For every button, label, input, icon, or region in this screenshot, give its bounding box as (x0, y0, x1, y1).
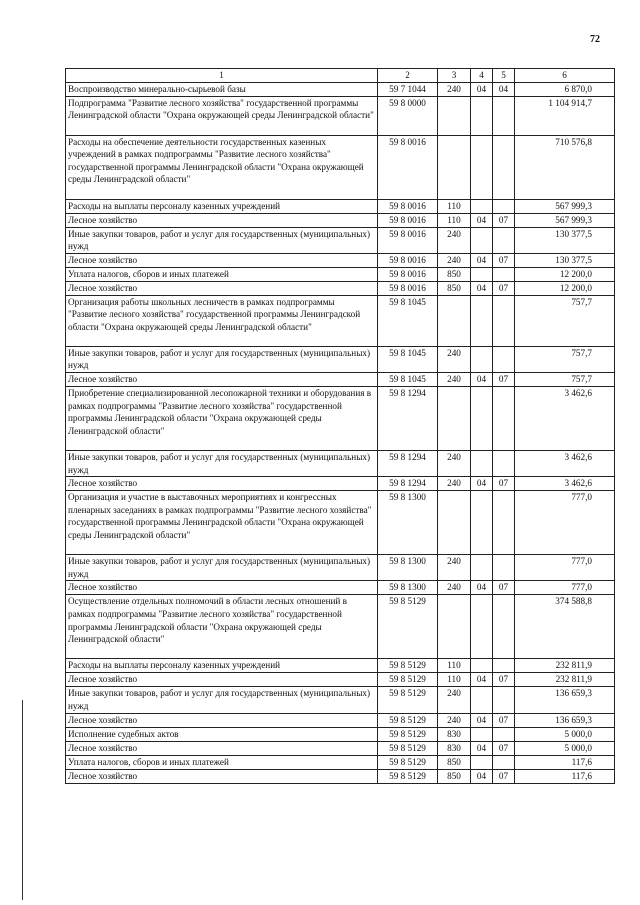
row-expense-type-cell (438, 96, 471, 135)
row-subsection-cell (493, 386, 515, 450)
row-code-cell: 59 8 5129 (378, 727, 438, 741)
row-code-cell: 59 8 0016 (378, 199, 438, 213)
row-amount-cell: 567 999,3 (515, 199, 615, 213)
row-section-cell: 04 (471, 281, 493, 295)
table-row (66, 659, 615, 673)
row-amount-cell: 5 000,0 (515, 727, 615, 741)
row-amount-cell: 232 811,9 (515, 659, 615, 673)
row-section-cell (471, 199, 493, 213)
row-name-cell: Осуществление отдельных полномочий в области лесных отношений в рамках подпрограммы "Развитие лесного хозяйства" государственной программы Ленинградской области "Охрана окружающей среды Ленинградской области" (66, 595, 378, 659)
row-section-cell: 04 (471, 713, 493, 727)
row-code-cell: 59 8 1045 (378, 346, 438, 372)
row-expense-type-cell: 850 (438, 281, 471, 295)
row-name-cell: Лесное хозяйство (66, 253, 378, 267)
table-row (66, 96, 615, 135)
table-row (66, 82, 615, 96)
table-row (66, 386, 615, 450)
row-subsection-cell: 04 (493, 82, 515, 96)
row-name-cell: Лесное хозяйство (66, 673, 378, 687)
row-amount-cell: 777,0 (515, 491, 615, 555)
row-subsection-cell (493, 199, 515, 213)
row-amount-cell: 374 588,8 (515, 595, 615, 659)
row-code-cell: 59 8 5129 (378, 659, 438, 673)
row-name-cell: Иные закупки товаров, работ и услуг для государственных (муниципальных) нужд (66, 346, 378, 372)
row-expense-type-cell: 240 (438, 477, 471, 491)
row-code-cell: 59 8 0016 (378, 227, 438, 253)
table-row (66, 281, 615, 295)
row-amount-cell: 130 377,5 (515, 253, 615, 267)
row-amount-cell: 12 200,0 (515, 281, 615, 295)
row-subsection-cell: 07 (493, 713, 515, 727)
row-name-cell: Лесное хозяйство (66, 713, 378, 727)
row-section-cell (471, 687, 493, 713)
row-name-cell: Расходы на обеспечение деятельности государственных казенных учреждений в рамках подпрограммы "Развитие лесного хозяйства" государственной программы Ленинградской области "Охрана окружающей среды Ленинградской области" (66, 135, 378, 199)
row-section-cell (471, 267, 493, 281)
row-amount-cell: 232 811,9 (515, 673, 615, 687)
row-name-cell: Иные закупки товаров, работ и услуг для государственных (муниципальных) нужд (66, 687, 378, 713)
row-name-cell: Подпрограмма "Развитие лесного хозяйства" государственной программы Ленинградской области "Охрана окружающей среды Ленинградской области" (66, 96, 378, 135)
row-section-cell (471, 346, 493, 372)
table-row (66, 477, 615, 491)
row-subsection-cell (493, 491, 515, 555)
row-subsection-cell (493, 135, 515, 199)
row-subsection-cell: 07 (493, 673, 515, 687)
row-amount-cell: 130 377,5 (515, 227, 615, 253)
row-name-cell: Лесное хозяйство (66, 477, 378, 491)
row-code-cell: 59 8 0016 (378, 213, 438, 227)
row-subsection-cell (493, 346, 515, 372)
row-name-cell: Лесное хозяйство (66, 581, 378, 595)
row-amount-cell: 117,6 (515, 755, 615, 769)
row-expense-type-cell (438, 295, 471, 346)
row-subsection-cell (493, 659, 515, 673)
row-section-cell (471, 555, 493, 581)
row-subsection-cell (493, 96, 515, 135)
row-code-cell: 59 8 5129 (378, 673, 438, 687)
table-row (66, 199, 615, 213)
table-row (66, 253, 615, 267)
row-name-cell: Исполнение судебных актов (66, 727, 378, 741)
row-name-cell: Уплата налогов, сборов и иных платежей (66, 267, 378, 281)
table-row (66, 755, 615, 769)
header-col-4: 4 (471, 69, 493, 83)
row-section-cell: 04 (471, 477, 493, 491)
row-name-cell: Воспроизводство минерально-сырьевой базы (66, 82, 378, 96)
row-subsection-cell: 07 (493, 741, 515, 755)
row-section-cell: 04 (471, 673, 493, 687)
row-subsection-cell (493, 227, 515, 253)
row-subsection-cell (493, 450, 515, 476)
row-subsection-cell (493, 727, 515, 741)
table-row (66, 135, 615, 199)
row-subsection-cell (493, 595, 515, 659)
row-name-cell: Лесное хозяйство (66, 372, 378, 386)
row-section-cell: 04 (471, 741, 493, 755)
row-code-cell: 59 8 0016 (378, 267, 438, 281)
row-section-cell: 04 (471, 253, 493, 267)
row-code-cell: 59 8 1300 (378, 491, 438, 555)
table-row (66, 346, 615, 372)
row-section-cell (471, 659, 493, 673)
row-section-cell: 04 (471, 82, 493, 96)
row-name-cell: Лесное хозяйство (66, 281, 378, 295)
row-expense-type-cell: 110 (438, 199, 471, 213)
table-row (66, 595, 615, 659)
table-row (66, 372, 615, 386)
row-code-cell: 59 8 1045 (378, 372, 438, 386)
row-name-cell: Расходы на выплаты персоналу казенных учреждений (66, 659, 378, 673)
row-code-cell: 59 7 1044 (378, 82, 438, 96)
binding-line (22, 700, 23, 900)
row-code-cell: 59 8 1294 (378, 477, 438, 491)
row-subsection-cell: 07 (493, 477, 515, 491)
row-expense-type-cell: 240 (438, 687, 471, 713)
row-section-cell: 04 (471, 769, 493, 783)
row-expense-type-cell (438, 135, 471, 199)
row-expense-type-cell: 240 (438, 346, 471, 372)
row-name-cell: Расходы на выплаты персоналу казенных учреждений (66, 199, 378, 213)
row-subsection-cell: 07 (493, 213, 515, 227)
row-expense-type-cell (438, 491, 471, 555)
row-name-cell: Иные закупки товаров, работ и услуг для государственных (муниципальных) нужд (66, 227, 378, 253)
row-expense-type-cell: 240 (438, 253, 471, 267)
row-expense-type-cell: 240 (438, 82, 471, 96)
table-row (66, 295, 615, 346)
row-code-cell: 59 8 0016 (378, 253, 438, 267)
table-row (66, 727, 615, 741)
row-subsection-cell (493, 687, 515, 713)
header-col-5: 5 (493, 69, 515, 83)
row-expense-type-cell: 240 (438, 372, 471, 386)
row-expense-type-cell: 240 (438, 581, 471, 595)
table-row (66, 450, 615, 476)
row-section-cell: 04 (471, 372, 493, 386)
row-expense-type-cell: 830 (438, 741, 471, 755)
row-section-cell (471, 96, 493, 135)
table-row (66, 581, 615, 595)
row-name-cell: Иные закупки товаров, работ и услуг для государственных (муниципальных) нужд (66, 555, 378, 581)
row-amount-cell: 757,7 (515, 372, 615, 386)
table-row (66, 673, 615, 687)
row-amount-cell: 117,6 (515, 769, 615, 783)
row-subsection-cell (493, 295, 515, 346)
budget-table (65, 68, 615, 784)
row-code-cell: 59 8 5129 (378, 741, 438, 755)
table-body (66, 82, 615, 783)
row-section-cell: 04 (471, 213, 493, 227)
row-code-cell: 59 8 1294 (378, 450, 438, 476)
row-subsection-cell: 07 (493, 769, 515, 783)
table-row (66, 741, 615, 755)
row-code-cell: 59 8 1045 (378, 295, 438, 346)
row-subsection-cell: 07 (493, 281, 515, 295)
row-name-cell: Лесное хозяйство (66, 741, 378, 755)
header-col-2: 2 (378, 69, 438, 83)
row-expense-type-cell (438, 386, 471, 450)
row-amount-cell: 6 870,0 (515, 82, 615, 96)
header-row (66, 69, 615, 83)
row-subsection-cell (493, 267, 515, 281)
row-code-cell: 59 8 5129 (378, 687, 438, 713)
page-number: 72 (590, 34, 600, 45)
row-expense-type-cell: 110 (438, 673, 471, 687)
row-name-cell: Уплата налогов, сборов и иных платежей (66, 755, 378, 769)
row-subsection-cell: 07 (493, 581, 515, 595)
row-amount-cell: 710 576,8 (515, 135, 615, 199)
row-amount-cell: 12 200,0 (515, 267, 615, 281)
row-code-cell: 59 8 5129 (378, 755, 438, 769)
table-row (66, 267, 615, 281)
row-code-cell: 59 8 1300 (378, 581, 438, 595)
table-row (66, 213, 615, 227)
row-amount-cell: 777,0 (515, 581, 615, 595)
row-subsection-cell: 07 (493, 253, 515, 267)
row-name-cell: Приобретение специализированной лесопожарной техники и оборудования в рамках подпрограммы "Развитие лесного хозяйства" государственной программы Ленинградской области "Охрана окружающей среды Ленинградской области" (66, 386, 378, 450)
header-col-6: 6 (515, 69, 615, 83)
table-row (66, 491, 615, 555)
row-code-cell: 59 8 0016 (378, 135, 438, 199)
row-expense-type-cell: 830 (438, 727, 471, 741)
row-section-cell (471, 491, 493, 555)
row-subsection-cell (493, 555, 515, 581)
row-section-cell (471, 595, 493, 659)
row-section-cell (471, 727, 493, 741)
row-code-cell: 59 8 0000 (378, 96, 438, 135)
row-section-cell (471, 755, 493, 769)
row-expense-type-cell (438, 595, 471, 659)
row-code-cell: 59 8 5129 (378, 713, 438, 727)
row-name-cell: Организация работы школьных лесничеств в рамках подпрограммы "Развитие лесного хозяйства" государственной программы Ленинградской области "Охрана окружающей среды Ленинградской области" (66, 295, 378, 346)
row-expense-type-cell: 240 (438, 713, 471, 727)
row-expense-type-cell: 110 (438, 659, 471, 673)
row-section-cell (471, 227, 493, 253)
row-amount-cell: 777,0 (515, 555, 615, 581)
row-expense-type-cell: 850 (438, 755, 471, 769)
row-code-cell: 59 8 1300 (378, 555, 438, 581)
table-row (66, 769, 615, 783)
table-row (66, 227, 615, 253)
row-section-cell (471, 450, 493, 476)
row-expense-type-cell: 240 (438, 227, 471, 253)
row-name-cell: Лесное хозяйство (66, 213, 378, 227)
row-section-cell (471, 386, 493, 450)
row-code-cell: 59 8 1294 (378, 386, 438, 450)
row-subsection-cell: 07 (493, 372, 515, 386)
row-subsection-cell (493, 755, 515, 769)
row-section-cell (471, 135, 493, 199)
row-code-cell: 59 8 5129 (378, 595, 438, 659)
row-amount-cell: 3 462,6 (515, 386, 615, 450)
header-col-3: 3 (438, 69, 471, 83)
row-amount-cell: 567 999,3 (515, 213, 615, 227)
row-section-cell: 04 (471, 581, 493, 595)
row-amount-cell: 136 659,3 (515, 713, 615, 727)
row-amount-cell: 1 104 914,7 (515, 96, 615, 135)
row-expense-type-cell: 850 (438, 267, 471, 281)
table-row (66, 555, 615, 581)
table-row (66, 713, 615, 727)
row-expense-type-cell: 240 (438, 555, 471, 581)
row-amount-cell: 136 659,3 (515, 687, 615, 713)
row-amount-cell: 757,7 (515, 346, 615, 372)
row-name-cell: Иные закупки товаров, работ и услуг для государственных (муниципальных) нужд (66, 450, 378, 476)
row-amount-cell: 5 000,0 (515, 741, 615, 755)
row-amount-cell: 3 462,6 (515, 450, 615, 476)
header-col-1: 1 (66, 69, 378, 83)
row-expense-type-cell: 110 (438, 213, 471, 227)
row-code-cell: 59 8 5129 (378, 769, 438, 783)
row-amount-cell: 3 462,6 (515, 477, 615, 491)
row-name-cell: Организация и участие в выставочных мероприятиях и конгрессных пленарных заседаниях в рамках подпрограммы "Развитие лесного хозяйства" государственной программы Ленинградской области "Охрана окружающей среды Ленинградской области" (66, 491, 378, 555)
row-section-cell (471, 295, 493, 346)
row-code-cell: 59 8 0016 (378, 281, 438, 295)
row-name-cell: Лесное хозяйство (66, 769, 378, 783)
row-expense-type-cell: 850 (438, 769, 471, 783)
table-row (66, 687, 615, 713)
row-expense-type-cell: 240 (438, 450, 471, 476)
row-amount-cell: 757,7 (515, 295, 615, 346)
